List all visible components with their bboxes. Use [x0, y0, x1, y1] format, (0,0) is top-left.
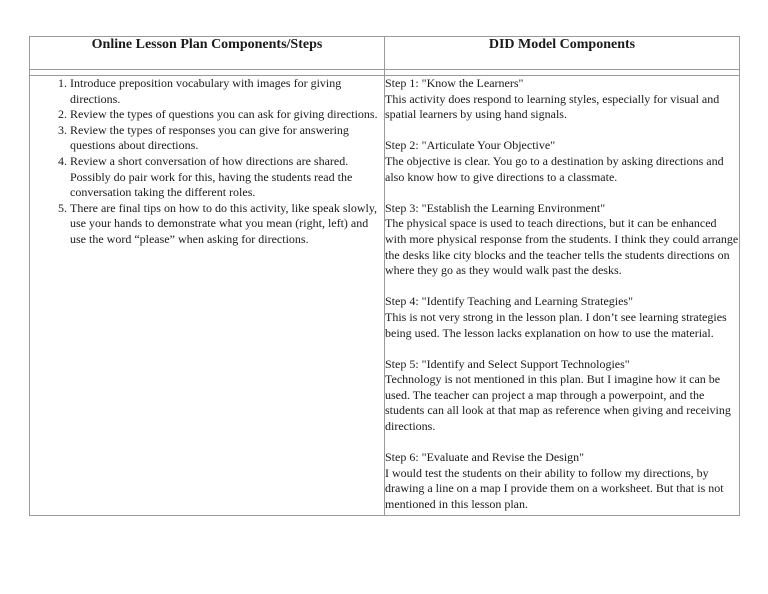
did-step-6	[385, 450, 739, 512]
comparison-table	[29, 36, 740, 516]
did-step-body: The objective is clear. You go to a destination by asking directions and also know how to give directions to a classmate.	[385, 153, 724, 184]
content-row	[30, 76, 740, 516]
did-step-title: Step 4: "Identify Teaching and Learning Strategies"	[385, 294, 633, 309]
did-step-4	[385, 294, 739, 341]
did-step-title: Step 3: "Establish the Learning Environment"	[385, 200, 606, 215]
did-step-title: Step 5: "Identify and Select Support Technologies"	[385, 356, 630, 371]
lesson-steps-cell	[30, 76, 385, 516]
lesson-step-4: 4. Review a short conversation of how directions are shared. Possibly do pair work for this, having the students read the conversation taking the different roles.	[70, 154, 384, 201]
did-step-title: Step 6: "Evaluate and Revise the Design"	[385, 450, 585, 465]
did-step-body: This is not very strong in the lesson plan. I don’t see learning strategies being used. The lesson lacks explanation on how to use the material.	[385, 309, 727, 340]
did-step-1	[385, 76, 739, 123]
did-step-title: Step 1: "Know the Learners"	[385, 76, 524, 90]
lesson-step-2: 2. Review the types of questions you can ask for giving directions.	[70, 107, 384, 123]
did-step-3	[385, 201, 739, 279]
did-step-5	[385, 357, 739, 435]
did-step-2	[385, 138, 739, 185]
lesson-step-3: 3. Review the types of responses you can give for answering questions about directions.	[70, 123, 384, 154]
lesson-steps-list	[30, 76, 384, 248]
lesson-step-5: 5. There are final tips on how to do this activity, like speak slowly, use your hands to demonstrate what you mean (right, left) and use the word “please” when asking for directions.	[70, 201, 384, 248]
did-step-body: I would test the students on their ability to follow my directions, by drawing a line on a map I provide them on a worksheet. But that is not mentioned in this lesson plan.	[385, 465, 724, 512]
did-step-body: The physical space is used to teach directions, but it can be enhanced with more physical response from the students. I think they could arrange the desks like city blocks and the teacher tells the students directions on where they go as they would walk past the desks.	[385, 216, 739, 278]
did-steps-cell	[385, 76, 740, 516]
did-step-title: Step 2: "Articulate Your Objective"	[385, 138, 556, 153]
lesson-step-1: 1. Introduce preposition vocabulary with images for giving directions.	[70, 76, 384, 107]
did-step-body: This activity does respond to learning styles, especially for visual and spatial learners by using hand signals.	[385, 91, 720, 122]
did-step-body: Technology is not mentioned in this plan. But I imagine how it can be used. The teacher can project a map through a powerpoint, and the students can all look at that map as reference when giving and receiving directions.	[385, 372, 731, 434]
header-did-model: DID Model Components	[385, 37, 740, 70]
header-lesson-plan: Online Lesson Plan Components/Steps	[30, 37, 385, 70]
header-row	[30, 37, 740, 70]
